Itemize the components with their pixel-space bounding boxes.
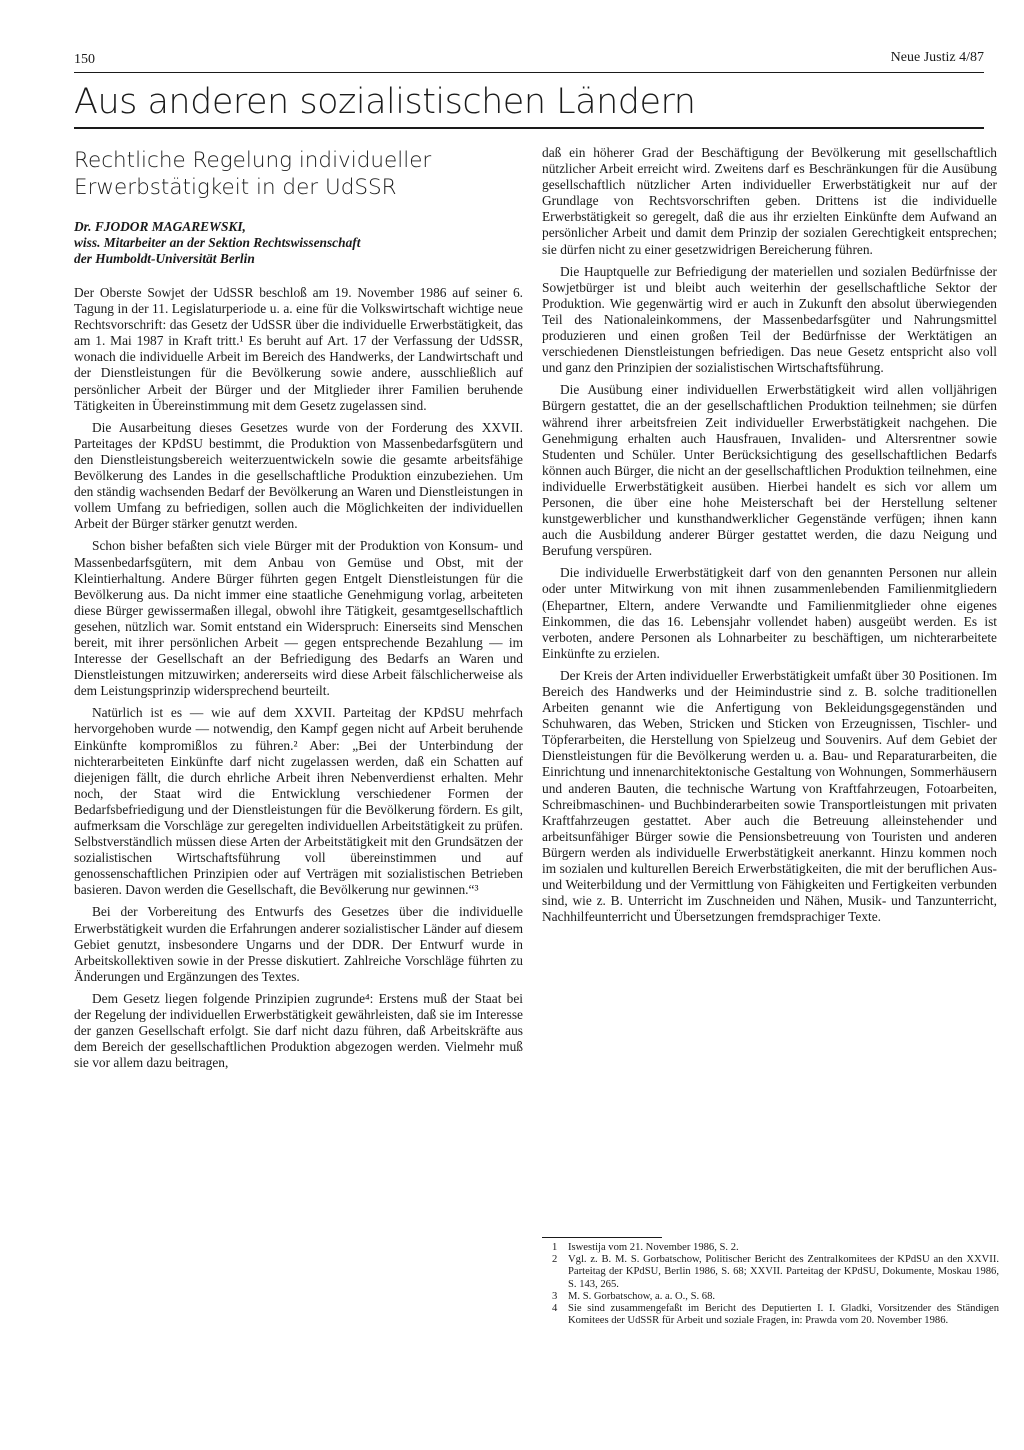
- paragraph: Bei der Vorbereitung des Entwurfs des Gesetzes über die individuelle Erwerbstätigkeit wurden die Erfahrungen anderer sozialistischer Länder auf diesem Gebiet genutzt, insbesondere Ungarns und der DDR. Der Entwurf wurde in Arbeitskollektiven sowie in der Presse diskutiert. Zahlreiche Vorschläge führten zu Änderungen und Ergänzungen des Textes.: [74, 904, 523, 984]
- paragraph: Die individuelle Erwerbstätigkeit darf von den genannten Personen nur allein oder unter Mitwirkung von mit ihnen zusammenlebenden Familienmitgliedern (Ehepartner, Eltern, andere Verwandte und Familienmitglieder ohne eigenes Einkommen, die das 16. Lebensjahr vollendet haben) ausgeübt werden. Es ist verboten, andere Personen als Lohnarbeiter zu beschäftigen, um nichterarbeitete Einkünfte zu erzielen.: [542, 565, 997, 661]
- article-title-line-1: Rechtliche Regelung individueller: [74, 148, 432, 173]
- footnotes: [552, 1242, 999, 1327]
- author-affiliation-1: wiss. Mitarbeiter an der Sektion Rechtswissenschaft: [74, 235, 361, 250]
- paragraph: daß ein höherer Grad der Beschäftigung der Bevölkerung mit gesellschaftlich nützlicher Arbeit erreicht wird. Zweitens darf es Beschränkungen für die Ausübung gesellschaftlich nützlicher Arten individueller Erwerbstätigkeit nur auf der Grundlage von Rechtsvorschriften geben. Drittens ist die individuelle Erwerbstätigkeit so geregelt, daß die aus ihr erzielten Einkünfte dem Aufwand an persönlicher Arbeit und damit dem Prinzip der sozialen Gerechtigkeit entsprechen; sie dürfen nicht zu einer gesetzwidrigen Bereicherung führen.: [542, 145, 997, 257]
- footnote: [552, 1242, 999, 1254]
- paragraph: Der Oberste Sowjet der UdSSR beschloß am 19. November 1986 auf seiner 6. Tagung in der 11. Legislaturperiode u. a. eine für die Volkswirtschaft wichtige neue Rechtsvorschrift: das Gesetz der UdSSR über die individuelle Erwerbstätigkeit, das am 1. Mai 1987 in Kraft tritt.¹ Es beruht auf Art. 17 der Verfassung der UdSSR, wonach die individuelle Arbeit im Bereich des Handwerks, der Landwirtschaft und der Dienstleistungen für die Bevölkerung sowie andere, ausschließlich auf persönlicher Arbeit der Bürger und der Mitglieder ihrer Familien beruhende Tätigkeiten in Übereinstimmung mit dem Gesetz zugelassen sind.: [74, 285, 523, 413]
- article-title: [74, 147, 523, 201]
- right-column: [542, 145, 997, 931]
- paragraph: Die Ausübung einer individuellen Erwerbstätigkeit wird allen volljährigen Bürgern gestattet, die an der gesellschaftlichen Produktion teilnehmen; sie dürfen während ihrer arbeitsfreien Zeit individueller Erwerbstätigkeit nachgehen. Die Genehmigung erhalten auch Hausfrauen, Invaliden- und Altersrentner sowie Studenten und Schüler. Unter Berücksichtigung des gesellschaftlichen Bedarfs können auch Bürger, die nicht an der gesellschaftlichen Produktion teilnehmen, eine individuelle Erwerbstätigkeit ausüben. Hierbei handelt es sich vor allem um Personen, die über eine hohe Meisterschaft bei der Herstellung seltener kunstgewerblicher und kunsthandwerklicher Gegenstände verfügen; ihnen kann auch die Ausbildung anderer Bürger gestattet werden, die dazu Neigung und Berufung verspüren.: [542, 382, 997, 559]
- footnote-text: Sie sind zusammengefaßt im Bericht des Deputierten I. I. Gladki, Vorsitzender des Ständigen Komitees der UdSSR für Arbeit und soziale Fragen, in: Prawda vom 20. November 1986.: [568, 1303, 999, 1327]
- footnote-number: 1: [552, 1242, 558, 1253]
- section-rule: [74, 127, 984, 129]
- footnote-number: 4: [552, 1303, 558, 1315]
- paragraph: Die Hauptquelle zur Befriedigung der materiellen und sozialen Bedürfnisse der Sowjetbürger ist und bleibt auch weiterhin der gesellschaftliche Sektor der Produktion. Wie gegenwärtig wird er auch in Zukunft den absolut überwiegenden Teil des Nationaleinkommens, der Massenbedarfsgüter und Nahrungsmittel produzieren und einen großen Teil der Bedürfnisse der Werktätigen an verschiedenen Dienstleistungen befriedigen. Das neue Gesetz entspricht also voll und ganz den Prinzipien der sozialistischen Wirtschaftsführung.: [542, 263, 997, 376]
- page-number: 150: [74, 52, 95, 67]
- section-title: Aus anderen sozialistischen Ländern: [74, 82, 696, 122]
- footnote: [552, 1254, 999, 1291]
- footnote-number: 3: [552, 1290, 558, 1302]
- footnote-number: 2: [552, 1254, 558, 1266]
- paragraph: Die Ausarbeitung dieses Gesetzes wurde von der Forderung des XXVII. Parteitages der KPdSU bestimmt, die Produktion von Massenbedarfsgütern und den Dienstleistungsbereich weiterzuentwickeln sowie die gesamte arbeitsfähige Bevölkerung des Landes in die gesellschaftliche Produktion einzubeziehen. Um den ständig wachsenden Bedarf der Bevölkerung an Waren und Dienstleistungen in vollem Umfang zu befriedigen, sollen auch die Möglichkeiten der individuellen Arbeit der Bürger stärker genutzt werden.: [74, 419, 523, 532]
- footnote: [552, 1303, 999, 1327]
- footnote-text: Vgl. z. B. M. S. Gorbatschow, Politischer Bericht des Zentralkomitees der KPdSU an den XXVII. Parteitag der KPdSU, Berlin 1986, S. 68; XXVII. Parteitag der KPdSU, Dokumente, Moskau 1986, S. 143, 265.: [568, 1254, 999, 1290]
- paragraph: Der Kreis der Arten individueller Erwerbstätigkeit umfaßt über 30 Positionen. Im Bereich des Handwerks und der Heimindustrie sind z. B. solche traditionellen Arbeiten genannt wie die Anfertigung von Bekleidungsgegenständen und Schuhwaren, das Weben, Stricken und Sticken von Erzeugnissen, Tischler- und Töpferarbeiten, die Herstellung von Spielzeug und Souvenirs. Auf dem Gebiet der Dienstleistungen für die Bevölkerung werden u. a. Bau- und Reparaturarbeiten, die Einrichtung und innenarchitektonische Gestaltung von Wohnungen, Sommerhäusern und anderen Bauten, die technische Wartung von Kraftfahrzeugen, Fotoarbeiten, Schreibmaschinen- und Buchbinderarbeiten sowie Transportleistungen mit privaten Kraftfahrzeugen gestattet. Aber auch die Betreuung alleinstehender und arbeitsunfähiger Bürger sowie die Pensionsbetreuung von Touristen und anderen Bürgern werden als individuelle Erwerbstätigkeit anerkannt. Hinzu kommen noch im sozialen und kulturellen Bereich Erwerbstätigkeiten, die mit der beruflichen Aus- und Weiterbildung und der Vermittlung von Fähigkeiten und Fertigkeiten verbunden sind, wie z. B. Unterricht im Zuschneiden und Nähen, Musik- und Tanzunterricht, Nachhilfeunterricht und Übersetzungen fremdsprachiger Texte.: [542, 667, 997, 925]
- footnote: [552, 1291, 999, 1303]
- author-affiliation-2: der Humboldt-Universität Berlin: [74, 251, 255, 266]
- author-block: [74, 219, 523, 267]
- article-title-line-2: Erwerbstätigkeit in der UdSSR: [74, 175, 397, 200]
- footnote-text: Iswestija vom 21. November 1986, S. 2.: [568, 1242, 739, 1253]
- left-column: [74, 145, 523, 1077]
- paragraph: Dem Gesetz liegen folgende Prinzipien zugrunde⁴: Erstens muß der Staat bei der Regelung der individuellen Erwerbstätigkeit gewährleisten, daß sie im Interesse der ganzen Gesellschaft erfolgt. Sie darf nicht dazu führen, daß Arbeitskräfte aus dem Bereich der gesellschaftlichen Produktion abgezogen werden. Vielmehr muß sie vor allem dazu beitragen,: [74, 990, 523, 1071]
- journal-issue: Neue Justiz 4/87: [890, 50, 984, 65]
- author-name: Dr. FJODOR MAGAREWSKI,: [74, 219, 246, 234]
- header-rule: [74, 72, 984, 73]
- footnote-text: M. S. Gorbatschow, a. a. O., S. 68.: [568, 1290, 716, 1302]
- paragraph: Schon bisher befaßten sich viele Bürger mit der Produktion von Konsum- und Massenbedarfsgütern, mit dem Anbau von Gemüse und Obst, mit der Kleintierhaltung. Andere Bürger führten gegen Entgelt Dienstleistungen für die Bevölkerung aus. Da nicht immer eine staatliche Genehmigung vorlag, arbeiteten diese Bürger gewissermaßen illegal, obwohl ihre Tätigkeit, gesamtgesellschaftlich gesehen, nützlich war. Somit entstand ein Widerspruch: Einerseits sind Menschen bereit, mit ihrer persönlichen Arbeit — gegen entsprechende Bezahlung — im Interesse der Gesellschaft an der Befriedigung des Bedarfs an Waren und Dienstleistungen mitzuwirken; andererseits wird diese Arbeit fälschlicherweise als dem Leistungsprinzip widersprechend beurteilt.: [74, 538, 523, 699]
- paragraph: Natürlich ist es — wie auf dem XXVII. Parteitag der KPdSU mehrfach hervorgehoben wurde — notwendig, den Kampf gegen nicht auf Arbeit beruhende Einkünfte kompromißlos zu führen.² Aber: „Bei der Unterbindung der nichterarbeiteten Einkünfte darf nicht zugelassen werden, daß ein Schatten auf diejenigen fällt, die durch ehrliche Arbeit ihren Nebenverdienst erhalten. Mehr noch, der Staat wird die Entwicklung verschiedener Formen der Bedarfsbefriedigung und der Dienstleistungen für die Bevölkerung fördern. Es gilt, aufmerksam die Vorschläge zur geregelten individuellen Arbeitstätigkeit zu prüfen. Selbstverständlich müssen diese Arten der Arbeitstätigkeit mit den Grundsätzen der sozialistischen Wirtschaftsführung voll übereinstimmen und auf genossenschaftlichen Prinzipien oder auf Verträgen mit sozialistischen Betrieben basieren. Davon werden die Gesellschaft, die Bevölkerung nur gewinnen.“³: [74, 705, 523, 898]
- footnote-rule: [542, 1237, 662, 1238]
